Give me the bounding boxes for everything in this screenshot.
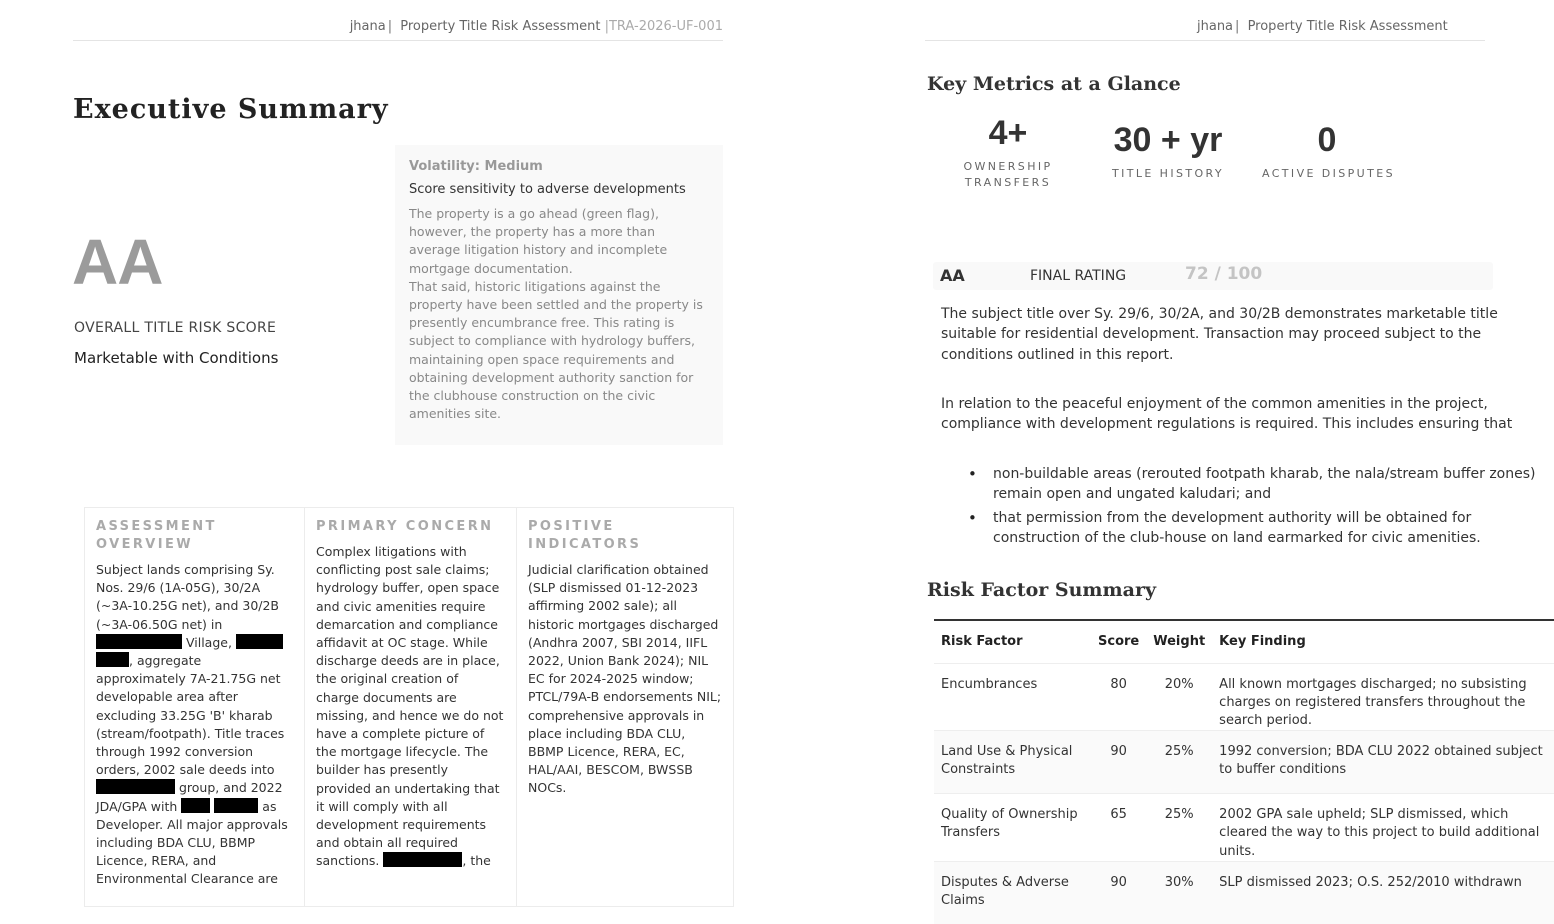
table-row bbox=[934, 663, 1554, 731]
redaction-block bbox=[181, 798, 210, 813]
card-body bbox=[96, 561, 293, 889]
score-subtitle: Marketable with Conditions bbox=[74, 349, 279, 367]
header-separator: | bbox=[1235, 19, 1240, 34]
brand-logo: jhana bbox=[1197, 19, 1234, 34]
summary-paragraph: The subject title over Sy. 29/6, 30/2A, and 30/2B demonstrates marketable title suitable for residential development. Transaction may proceed subject to the conditions outlined in this report. bbox=[941, 306, 1498, 363]
metric-label-line: TITLE HISTORY bbox=[1112, 167, 1224, 180]
metric-value: 4+ bbox=[988, 114, 1028, 152]
overall-grade: AA bbox=[72, 226, 163, 298]
card-body bbox=[316, 543, 505, 871]
table-row bbox=[934, 794, 1554, 862]
card-title: POSITIVE INDICATORS bbox=[528, 519, 642, 552]
score-cell: 90 bbox=[1091, 731, 1146, 794]
header-title: Property Title Risk Assessment bbox=[1247, 19, 1448, 34]
card-primary-concern bbox=[305, 508, 517, 906]
score-cell: 80 bbox=[1091, 663, 1146, 731]
column-header: Score bbox=[1091, 620, 1146, 663]
finding-cell: SLP dismissed 2023; O.S. 252/2010 withdrawn bbox=[1212, 861, 1554, 924]
metric-value: 0 bbox=[1317, 121, 1337, 159]
redaction-block bbox=[236, 634, 283, 649]
condition-list bbox=[993, 464, 1553, 551]
brand-logo: jhana bbox=[349, 19, 386, 34]
card-text: Complex litigations with conflicting post sale claims; hydrology buffer, open space and civic amenities require demarcation and compliance affidavit at OC stage. While discharge deeds are in place, the original creation of charge documents are missing, and hence we do not have a complete picture of the mortgage lifecycle. The builder has presently provided an undertaking that it will comply with all development requirements and obtain all required sanctions. bbox=[316, 544, 504, 869]
metric-label bbox=[1262, 166, 1400, 182]
risk-factor-title: Risk Factor Summary bbox=[927, 579, 1156, 601]
redaction-block bbox=[214, 798, 258, 813]
card-title: PRIMARY CONCERN bbox=[316, 519, 494, 534]
card-text: Village, bbox=[185, 634, 232, 650]
header-separator: | bbox=[387, 19, 393, 34]
risk-factor-cell: Encumbrances bbox=[934, 663, 1091, 731]
weight-cell: 20% bbox=[1146, 663, 1212, 731]
volatility-body-paragraph: The property is a go ahead (green flag), however, the property has a more than average litigation history and incomplete mortgage documentation. bbox=[409, 206, 668, 276]
key-metrics-title: Key Metrics at a Glance bbox=[927, 73, 1181, 95]
score-label: OVERALL TITLE RISK SCORE bbox=[74, 320, 277, 336]
column-header: Weight bbox=[1146, 620, 1212, 663]
document-id: |TRA-2026-UF-001 bbox=[604, 19, 723, 34]
volatility-body-paragraph: That said, historic litigations against the property have been settled and the property is presently encumbrance free. This rating is subject to compliance with hydrology buffers, maintaining open space requirements and obtaining development authority sanction for the clubhouse construction on the civic amenities site. bbox=[409, 278, 703, 422]
page-header bbox=[925, 19, 1485, 41]
card-text: as Developer. All major approvals including BDA CLU, BBMP Licence, RERA, and Environmental Clearance are bbox=[96, 798, 288, 887]
final-rating-label: FINAL RATING bbox=[1030, 268, 1127, 284]
summary-paragraph: In relation to the peaceful enjoyment of the common amenities in the project, compliance with development regulations is required. This includes ensuring that bbox=[941, 396, 1513, 433]
volatility-body bbox=[409, 205, 709, 423]
score-cell: 65 bbox=[1091, 794, 1146, 862]
redaction-block bbox=[96, 779, 175, 794]
column-header: Risk Factor bbox=[934, 620, 1091, 663]
card-text: group, and 2022 JDA/GPA with bbox=[96, 780, 283, 814]
card-assessment-overview bbox=[85, 508, 305, 906]
metric-label-line: ACTIVE DISPUTES bbox=[1262, 167, 1395, 180]
metric-label-line: TRANSFERS bbox=[964, 176, 1052, 189]
table-row bbox=[934, 731, 1554, 794]
card-text: , the bbox=[462, 853, 491, 869]
weight-cell: 25% bbox=[1146, 731, 1212, 794]
weight-cell: 30% bbox=[1146, 861, 1212, 924]
finding-cell: 2002 GPA sale upheld; SLP dismissed, which cleared the way to this project to build additional units. bbox=[1212, 794, 1554, 862]
finding-cell: All known mortgages discharged; no subsisting charges on registered transfers throughout the search period. bbox=[1212, 663, 1554, 731]
metric-value: 30 + yr bbox=[1113, 121, 1223, 159]
metric-title-history bbox=[1098, 121, 1238, 182]
risk-factor-cell: Quality of Ownership Transfers bbox=[934, 794, 1091, 862]
redaction-block bbox=[96, 634, 182, 649]
assessment-cards bbox=[84, 507, 734, 907]
executive-summary-title: Executive Summary bbox=[73, 94, 389, 125]
risk-factor-cell: Disputes & Adverse Claims bbox=[934, 861, 1091, 924]
metric-label bbox=[947, 159, 1069, 191]
metric-ownership-transfers bbox=[947, 114, 1069, 191]
table-row bbox=[934, 861, 1554, 924]
score-cell: 90 bbox=[1091, 861, 1146, 924]
card-body: Judicial clarification obtained (SLP dismissed 01-12-2023 affirming 2002 sale); all historic mortgages discharged (Andhra 2007, SBI 2014, IIFL 2022, Union Bank 2024); NIL EC for 2024-2025 window; PTCL/79A-B endorsements NIL; comprehensive approvals in place including BDA CLU, BBMP Licence, RERA, EC, HAL/AAI, BESCOM, BWSSB NOCs. bbox=[528, 562, 722, 796]
finding-cell: 1992 conversion; BDA CLU 2022 obtained subject to buffer conditions bbox=[1212, 731, 1554, 794]
volatility-subtitle: Score sensitivity to adverse developments bbox=[409, 182, 686, 197]
card-title: ASSESSMENT OVERVIEW bbox=[96, 519, 217, 552]
final-rating-score: 72 / 100 bbox=[1185, 264, 1263, 284]
final-rating-bar bbox=[933, 262, 1493, 290]
weight-cell: 25% bbox=[1146, 794, 1212, 862]
volatility-panel bbox=[395, 145, 723, 445]
risk-factor-cell: Land Use & Physical Constraints bbox=[934, 731, 1091, 794]
volatility-title: Volatility: Medium bbox=[409, 159, 543, 174]
page-key-metrics bbox=[925, 0, 1543, 908]
card-text: , aggregate approximately 7A-21.75G net developable area after excluding 33.25G 'B' kharab (stream/footpath). Title traces through 1992 conversion orders, 2002 sale deeds into bbox=[96, 653, 285, 778]
redaction-block bbox=[96, 652, 129, 667]
header-title: Property Title Risk Assessment bbox=[400, 19, 601, 34]
metric-label-line: OWNERSHIP bbox=[963, 160, 1053, 173]
final-rating-grade: AA bbox=[940, 266, 965, 285]
table-header-row bbox=[934, 620, 1554, 663]
card-text: Subject lands comprising Sy. Nos. 29/6 (1A-05G), 30/2A (~3A-10.25G net), and 30/2B (~3A-06.50G net) in bbox=[96, 562, 280, 632]
card-positive-indicators bbox=[517, 508, 733, 906]
metric-label bbox=[1098, 166, 1238, 182]
column-header: Key Finding bbox=[1212, 620, 1554, 663]
list-item: • non-buildable areas (rerouted footpath kharab, the nala/stream buffer zones) remain open and ungated kaludari; and bbox=[993, 464, 1553, 505]
redaction-block bbox=[383, 852, 462, 867]
metric-active-disputes bbox=[1255, 121, 1400, 182]
page-header bbox=[73, 19, 723, 41]
risk-factor-table bbox=[934, 619, 1554, 924]
list-item: • that permission from the development authority will be obtained for construction of the club-house on land earmarked for civic amenities. bbox=[993, 508, 1553, 549]
